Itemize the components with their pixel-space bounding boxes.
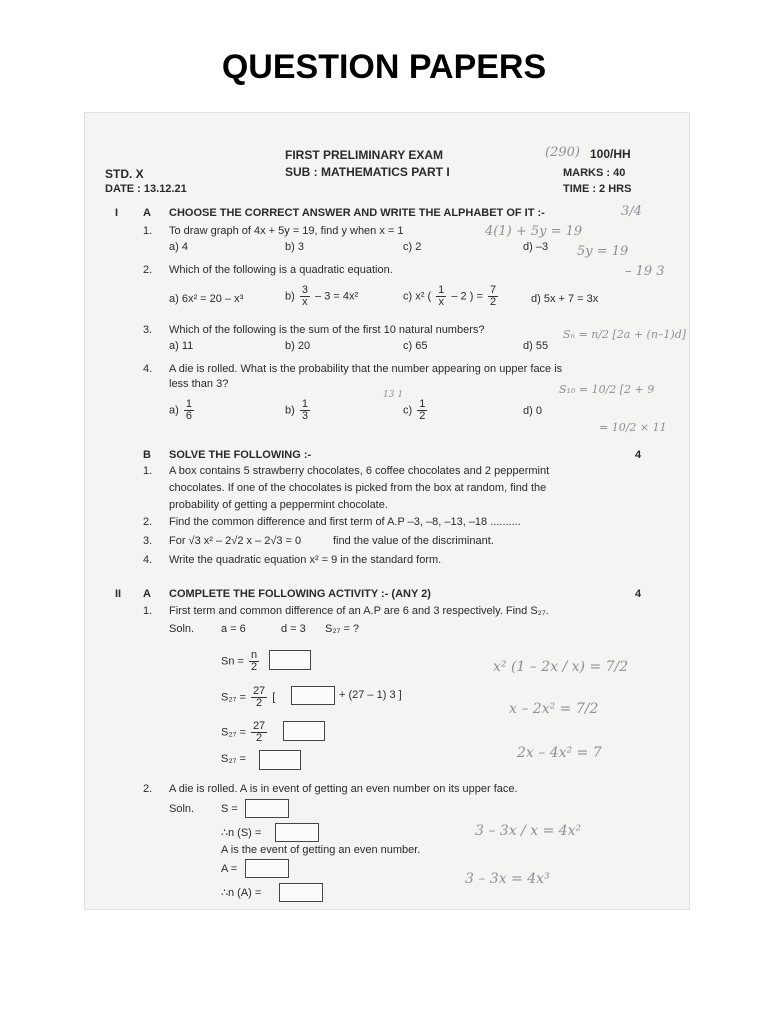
a2-soln-label: Soln.: [169, 803, 195, 815]
section-iia-letter: A: [143, 588, 151, 600]
section-iia-marks: 4: [635, 588, 642, 600]
a1-text: First term and common difference of an A.P are 6 and 3 respectively. Find S₂₇.: [169, 605, 549, 617]
b4-text: Write the quadratic equation x² = 9 in the standard form.: [169, 554, 442, 566]
b3-equation: For √3 x² – 2√2 x – 2√3 = 0: [169, 535, 302, 547]
q2-option-b: b) $\frac{3}{x}$ – 3 = 4x²: [285, 284, 359, 308]
marks: MARKS : 40: [563, 167, 626, 179]
a2-s-answer-box[interactable]: [245, 799, 289, 818]
q1-text: To draw graph of 4x + 5y = 19, find y when x = 1: [169, 225, 404, 237]
q4-option-b: b) $\frac{1}{3}$: [285, 398, 308, 422]
handwritten-note-10: 3 – 3x / x = 4x²: [475, 823, 582, 839]
a1-s27-formula: S₂₇ = $\frac{27}{2}$ [: [221, 685, 276, 709]
handwritten-note-7: x² (1 – 2x / x) = 7/2: [493, 659, 629, 675]
q4-option-a: a) $\frac{1}{6}$: [169, 398, 192, 422]
q4-option-d: d) 0: [523, 405, 542, 417]
q3-option-a: a) 11: [169, 340, 194, 352]
subject: SUB : MATHEMATICS PART I: [285, 165, 450, 179]
a2-event-text: A is the event of getting an even number.: [221, 844, 421, 856]
a1-given-d: d = 3: [281, 623, 306, 635]
scanned-question-paper: [84, 112, 690, 910]
a1-given-s: S₂₇ = ?: [325, 623, 360, 635]
b3-number: 3.: [143, 535, 153, 547]
q3-text: Which of the following is the sum of the first 10 natural numbers?: [169, 324, 485, 336]
section-ib-letter: B: [143, 449, 151, 461]
section-ib-heading: SOLVE THE FOLLOWING :-: [169, 449, 312, 461]
q3-option-d: d) 55: [523, 340, 549, 352]
a2-a-label: A =: [221, 863, 238, 875]
handwritten-note-2: 5y = 19: [577, 244, 629, 259]
q1-option-d: d) –3: [523, 241, 549, 253]
b3-text: find the value of the discriminant.: [333, 535, 494, 547]
a1-s27-step-box[interactable]: [283, 721, 325, 741]
q1-option-b: b) 3: [285, 241, 304, 253]
q2-option-c: c) x² ( $\frac{1}{x}$ – 2 ) = $\frac{7}{2}$: [403, 284, 497, 308]
a1-sn-answer-box[interactable]: [269, 650, 311, 670]
section-i: I: [115, 207, 119, 219]
handwritten-note-9: 2x – 4x² = 7: [517, 745, 602, 761]
b1-line2: chocolates. If one of the chocolates is picked from the box at random, find the: [169, 482, 547, 494]
section-ii: II: [115, 588, 122, 600]
handwritten-note-8: x – 2x² = 7/2: [509, 701, 599, 717]
section-ia-heading: CHOOSE THE CORRECT ANSWER AND WRITE THE ALPHABET OF IT :-: [169, 207, 545, 219]
handwritten-note-4: Sₙ = n/2 [2a + (n–1)d]: [563, 328, 687, 341]
q3-option-b: b) 20: [285, 340, 311, 352]
handwritten-note-1: 4(1) + 5y = 19: [485, 224, 583, 239]
section-iia-heading: COMPLETE THE FOLLOWING ACTIVITY :- (ANY 2): [169, 588, 431, 600]
q1-option-c: c) 2: [403, 241, 422, 253]
a1-soln-label: Soln.: [169, 623, 195, 635]
std: STD. X: [105, 167, 144, 181]
b2-text: Find the common difference and first term of A.P –3, –8, –13, –18 ..........: [169, 516, 521, 528]
a2-ns-label: ∴n (S) =: [221, 827, 262, 839]
exam-date: DATE : 13.12.21: [105, 183, 187, 195]
q4-text-line1: A die is rolled. What is the probability that the number appearing on upper face is: [169, 363, 563, 375]
a1-s27-first-box[interactable]: [291, 686, 335, 705]
a1-number: 1.: [143, 605, 153, 617]
page-title: QUESTION PAPERS: [221, 48, 547, 86]
a2-a-answer-box[interactable]: [245, 859, 289, 878]
handwritten-note-6: = 10/2 × 11: [599, 421, 667, 434]
q3-option-c: c) 65: [403, 340, 428, 352]
q2-text: Which of the following is a quadratic equation.: [169, 264, 393, 276]
q2-option-a: a) 6x² = 20 – x³: [169, 293, 244, 305]
handwritten-note-3: – 19 3: [625, 264, 665, 279]
a1-s27-result-box[interactable]: [259, 750, 301, 770]
section-ib-marks: 4: [635, 449, 642, 461]
a2-ns-answer-box[interactable]: [275, 823, 319, 842]
paper-code: 100/HH: [590, 147, 631, 161]
time: TIME : 2 HRS: [563, 183, 632, 195]
a1-s27-step: S₂₇ = $\frac{27}{2}$: [221, 720, 266, 744]
a1-sn-formula: Sn = $\frac{n}{2}$: [221, 649, 258, 673]
a2-number: 2.: [143, 783, 153, 795]
b1-line3: probability of getting a peppermint chocolate.: [169, 499, 388, 511]
a1-s27-rest: + (27 – 1) 3 ]: [339, 689, 402, 701]
paper-code-annotation: (290): [545, 145, 580, 160]
q1-number: 1.: [143, 225, 153, 237]
q2-number: 2.: [143, 264, 153, 276]
a2-s-label: S =: [221, 803, 238, 815]
b1-number: 1.: [143, 465, 153, 477]
a2-text: A die is rolled. A is in event of getting an even number on its upper face.: [169, 783, 518, 795]
q4-option-c: c) $\frac{1}{2}$: [403, 398, 426, 422]
a1-given-a: a = 6: [221, 623, 246, 635]
b2-number: 2.: [143, 516, 153, 528]
handwritten-note-12: 13 1: [383, 390, 404, 400]
q4-text-line2: less than 3?: [169, 378, 229, 390]
b1-line1: A box contains 5 strawberry chocolates, 6 coffee chocolates and 2 peppermint: [169, 465, 550, 477]
b4-number: 4.: [143, 554, 153, 566]
section-ia-letter: A: [143, 207, 151, 219]
a1-s27-result-label: S₂₇ =: [221, 753, 246, 765]
a2-na-answer-box[interactable]: [279, 883, 323, 902]
handwritten-note-11: 3 – 3x = 4x³: [465, 871, 550, 887]
handwritten-note-5: S₁₀ = 10/2 [2 + 9: [559, 383, 655, 396]
exam-name: FIRST PRELIMINARY EXAM: [285, 148, 444, 162]
q2-option-d: d) 5x + 7 = 3x: [531, 293, 599, 305]
a2-na-label: ∴n (A) =: [221, 887, 262, 899]
section-ia-score: 3/4: [621, 204, 642, 219]
q4-number: 4.: [143, 363, 153, 375]
q3-number: 3.: [143, 324, 153, 336]
q1-option-a: a) 4: [169, 241, 188, 253]
